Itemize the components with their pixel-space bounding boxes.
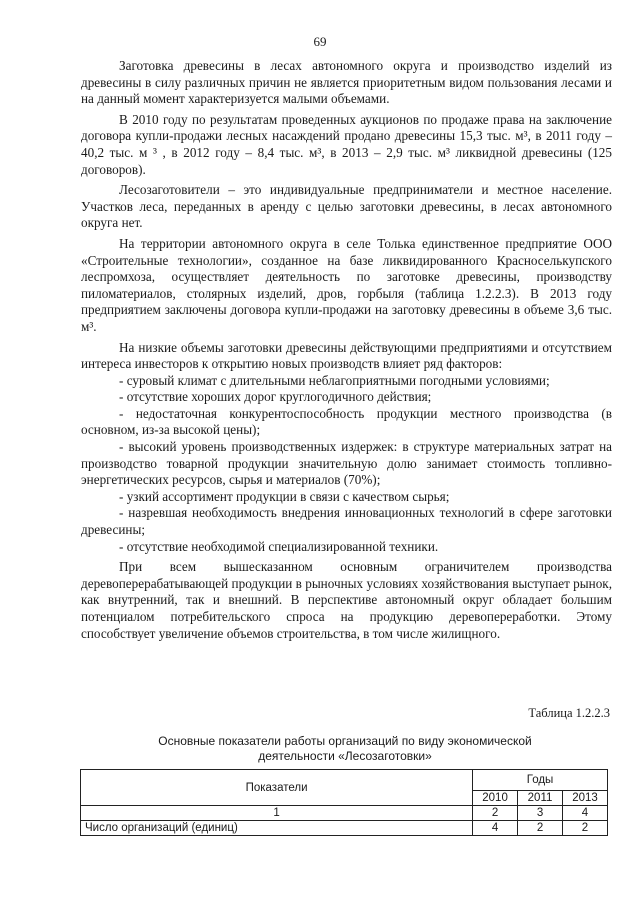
paragraph: Лесозаготовители – это индивидуальные предприниматели и местное население. Участков леса, переданных в аренду с целью заготовки древесины, в лесах автономного округа нет. <box>81 182 612 231</box>
paragraph: При всем вышесказанном основным ограничителем производства деревоперерабатывающей продукции в рыночных условиях хозяйствования выступает рынок, как внутренний, так и внешний. В перспективе автономный округ обладает большим потенциалом потребительского спроса на продукцию деревопереработки. Этому способствует увеличение объемов строительства, в том числе жилищного. <box>81 559 612 641</box>
numbering-cell: 2 <box>473 806 518 821</box>
list-item: - узкий ассортимент продукции в связи с качеством сырья; <box>119 488 450 504</box>
page-number: 69 <box>313 34 327 49</box>
list-item: - недостаточная конкурентоспособность продукции местного производства (в основном, из-за высокой цены); <box>81 405 612 438</box>
numbering-cell: 1 <box>81 806 473 821</box>
paragraph: Заготовка древесины в лесах автономного округа и производство изделий из древесины в силу различных причин не является приоритетным видом пользования лесами и на данный момент характеризуется малыми объемами. <box>81 58 612 107</box>
table-numbering-row <box>81 806 608 821</box>
header-years: Годы <box>473 770 608 791</box>
value-cell: 2 <box>563 821 608 836</box>
list-item: - высокий уровень производственных издержек: в структуре материальных затрат на производство товарной продукции значительную долю занимает стоимость топливно-энергетических ресурсов, сырья и материалов (70%); <box>81 439 612 488</box>
table-number: Таблица 1.2.2.3 <box>528 706 610 720</box>
numbering-cell: 3 <box>518 806 563 821</box>
year-cell: 2011 <box>518 791 563 806</box>
list-item: - суровый климат с длительными неблагоприятными погодными условиями; <box>119 372 550 388</box>
list-item: - назревшая необходимость внедрения инновационных технологий в сфере заготовки древесины; <box>81 505 612 538</box>
indicators-table <box>80 769 608 836</box>
year-cell: 2010 <box>473 791 518 806</box>
document-body <box>81 58 612 642</box>
paragraph: На территории автономного округа в селе Толька единственное предприятие ООО «Строительные технологии», созданное на базе ликвидированного Красноселькупского леспромхоза, осуществляет деятельность по заготовке древесины, производству пиломатериалов, столярных изделий, дров, горбыля (таблица 1.2.2.3). В 2013 году предприятием заключены договора купли-продажи на заготовку древесины в объеме 3,6 тыс. м³. <box>81 235 612 334</box>
list-item: - отсутствие хороших дорог круглогодичного действия; <box>119 389 432 405</box>
row-label: Число организаций (единиц) <box>81 821 473 836</box>
paragraph: На низкие объемы заготовки древесины действующими предприятиями и отсутствием интереса инвесторов к открытию новых производств влияет ряд факторов: <box>81 339 612 372</box>
year-cell: 2013 <box>563 791 608 806</box>
header-indicator: Показатели <box>81 770 473 806</box>
numbering-cell: 4 <box>563 806 608 821</box>
value-cell: 4 <box>473 821 518 836</box>
list-item: - отсутствие необходимой специализированной техники. <box>119 538 439 554</box>
paragraph: В 2010 году по результатам проведенных аукционов по продаже права на заключение договора купли-продажи лесных насаждений продано древесины 15,3 тыс. м³, в 2011 году – 40,2 тыс. м ³ , в 2012 году – 8,4 тыс. м³, в 2013 – 2,9 тыс. м³ ликвидной древесины (125 договоров). <box>81 111 612 177</box>
table-title: Основные показатели работы организаций по виду экономической деятельности «Лесозаготовки» <box>158 734 532 763</box>
table-header-row <box>81 770 608 791</box>
table-row <box>81 821 608 836</box>
value-cell: 2 <box>518 821 563 836</box>
